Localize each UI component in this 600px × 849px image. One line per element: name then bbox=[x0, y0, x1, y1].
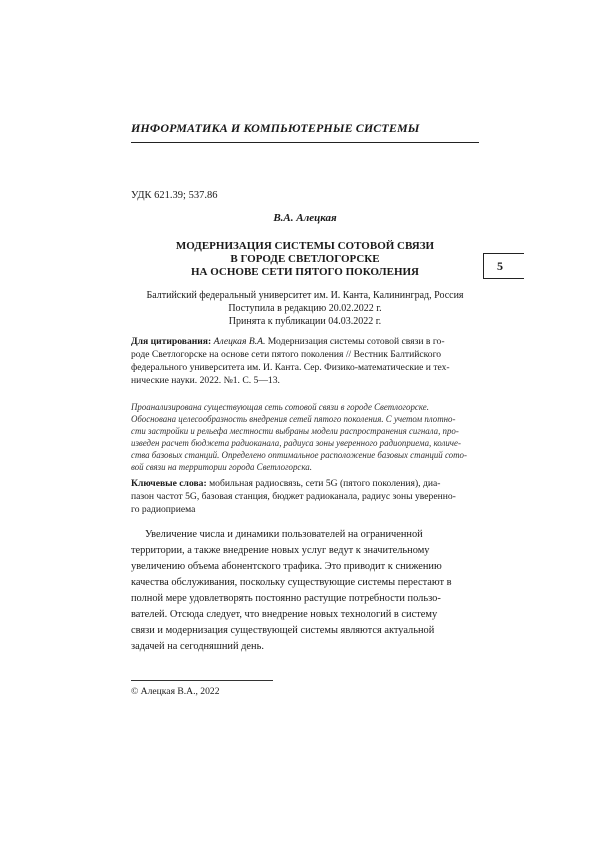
abstract-line: ства базовых станций. Определено оптимальное расположение базовых станций сото- bbox=[131, 450, 467, 460]
footnote-rule bbox=[131, 680, 273, 681]
citation-line bbox=[131, 336, 479, 349]
author-name: В.А. Алецкая bbox=[273, 212, 337, 224]
body-line: вателей. Отсюда следует, что внедрение новых технологий в систему bbox=[131, 609, 438, 620]
keywords-line: го радиоприема bbox=[131, 504, 196, 515]
accepted-date: Принята к публикации 04.03.2022 г. bbox=[228, 316, 382, 327]
citation-label: Для цитирования: bbox=[131, 336, 212, 347]
section-title: ИНФОРМАТИКА И КОМПЬЮТЕРНЫЕ СИСТЕМЫ bbox=[131, 121, 420, 135]
page-number: 5 bbox=[497, 259, 503, 273]
body-line: связи и модернизация существующей системы являются актуальной bbox=[131, 625, 435, 636]
keywords-label: Ключевые слова: bbox=[131, 478, 207, 489]
abstract-line: изведен расчет бюджета радиоканала, радиуса зоны уверенного радиоприема, количе- bbox=[131, 438, 461, 448]
keywords-line bbox=[131, 478, 479, 491]
abstract-line: сти застройки и рельефа местности выбраны модели распространения сигнала, про- bbox=[131, 426, 459, 436]
citation-line: роде Светлогорске на основе сети пятого поколения // Вестник Балтийского bbox=[131, 349, 442, 360]
page-number-box bbox=[483, 253, 524, 279]
body-line: качества обслуживания, поскольку существующие системы перестают в bbox=[131, 577, 452, 588]
citation-line: федерального университета им. И. Канта. Сер. Физико-математические и тех- bbox=[131, 362, 450, 373]
body-line: Увеличение числа и динамики пользователей на ограниченной bbox=[145, 529, 423, 540]
abstract-line: Проанализирована существующая сеть сотовой связи в городе Светлогорске. bbox=[131, 402, 429, 412]
copyright-footnote: © Алецкая В.А., 2022 bbox=[131, 686, 220, 697]
body-line: территории, а также внедрение новых услуг ведут к значительному bbox=[131, 545, 430, 556]
article-title-line: В ГОРОДЕ СВЕТЛОГОРСКЕ bbox=[230, 253, 380, 265]
keywords-text: мобильная радиосвязь, сети 5G (пятого поколения), диа- bbox=[206, 478, 441, 489]
citation-line: нические науки. 2022. №1. С. 5—13. bbox=[131, 375, 280, 386]
udk-code: УДК 621.39; 537.86 bbox=[131, 190, 218, 201]
received-date: Поступила в редакцию 20.02.2022 г. bbox=[228, 303, 382, 314]
keywords-line: пазон частот 5G, базовая станция, бюджет радиоканала, радиус зоны уверенно- bbox=[131, 491, 456, 502]
body-line: полной мере удовлетворять постоянно растущие потребности пользо- bbox=[131, 593, 441, 604]
abstract-line: вой связи на территории города Светлогорска. bbox=[131, 462, 312, 472]
citation-author: Алецкая В.А. bbox=[213, 336, 266, 347]
affiliation: Балтийский федеральный университет им. И. Канта, Калининград, Россия bbox=[146, 290, 464, 301]
abstract-line: Обоснована целесообразность внедрения сетей пятого поколения. С учетом плотно- bbox=[131, 414, 456, 424]
body-line: задачей на сегодняшний день. bbox=[131, 641, 264, 652]
article-title-line: МОДЕРНИЗАЦИЯ СИСТЕМЫ СОТОВОЙ СВЯЗИ bbox=[175, 240, 435, 252]
article-title-line: НА ОСНОВЕ СЕТИ ПЯТОГО ПОКОЛЕНИЯ bbox=[190, 266, 420, 278]
header-rule bbox=[131, 142, 479, 143]
body-line: увеличению объема абонентского трафика. Это приводит к снижению bbox=[131, 561, 442, 572]
citation-text: Модернизация системы сотовой связи в го- bbox=[265, 336, 445, 347]
